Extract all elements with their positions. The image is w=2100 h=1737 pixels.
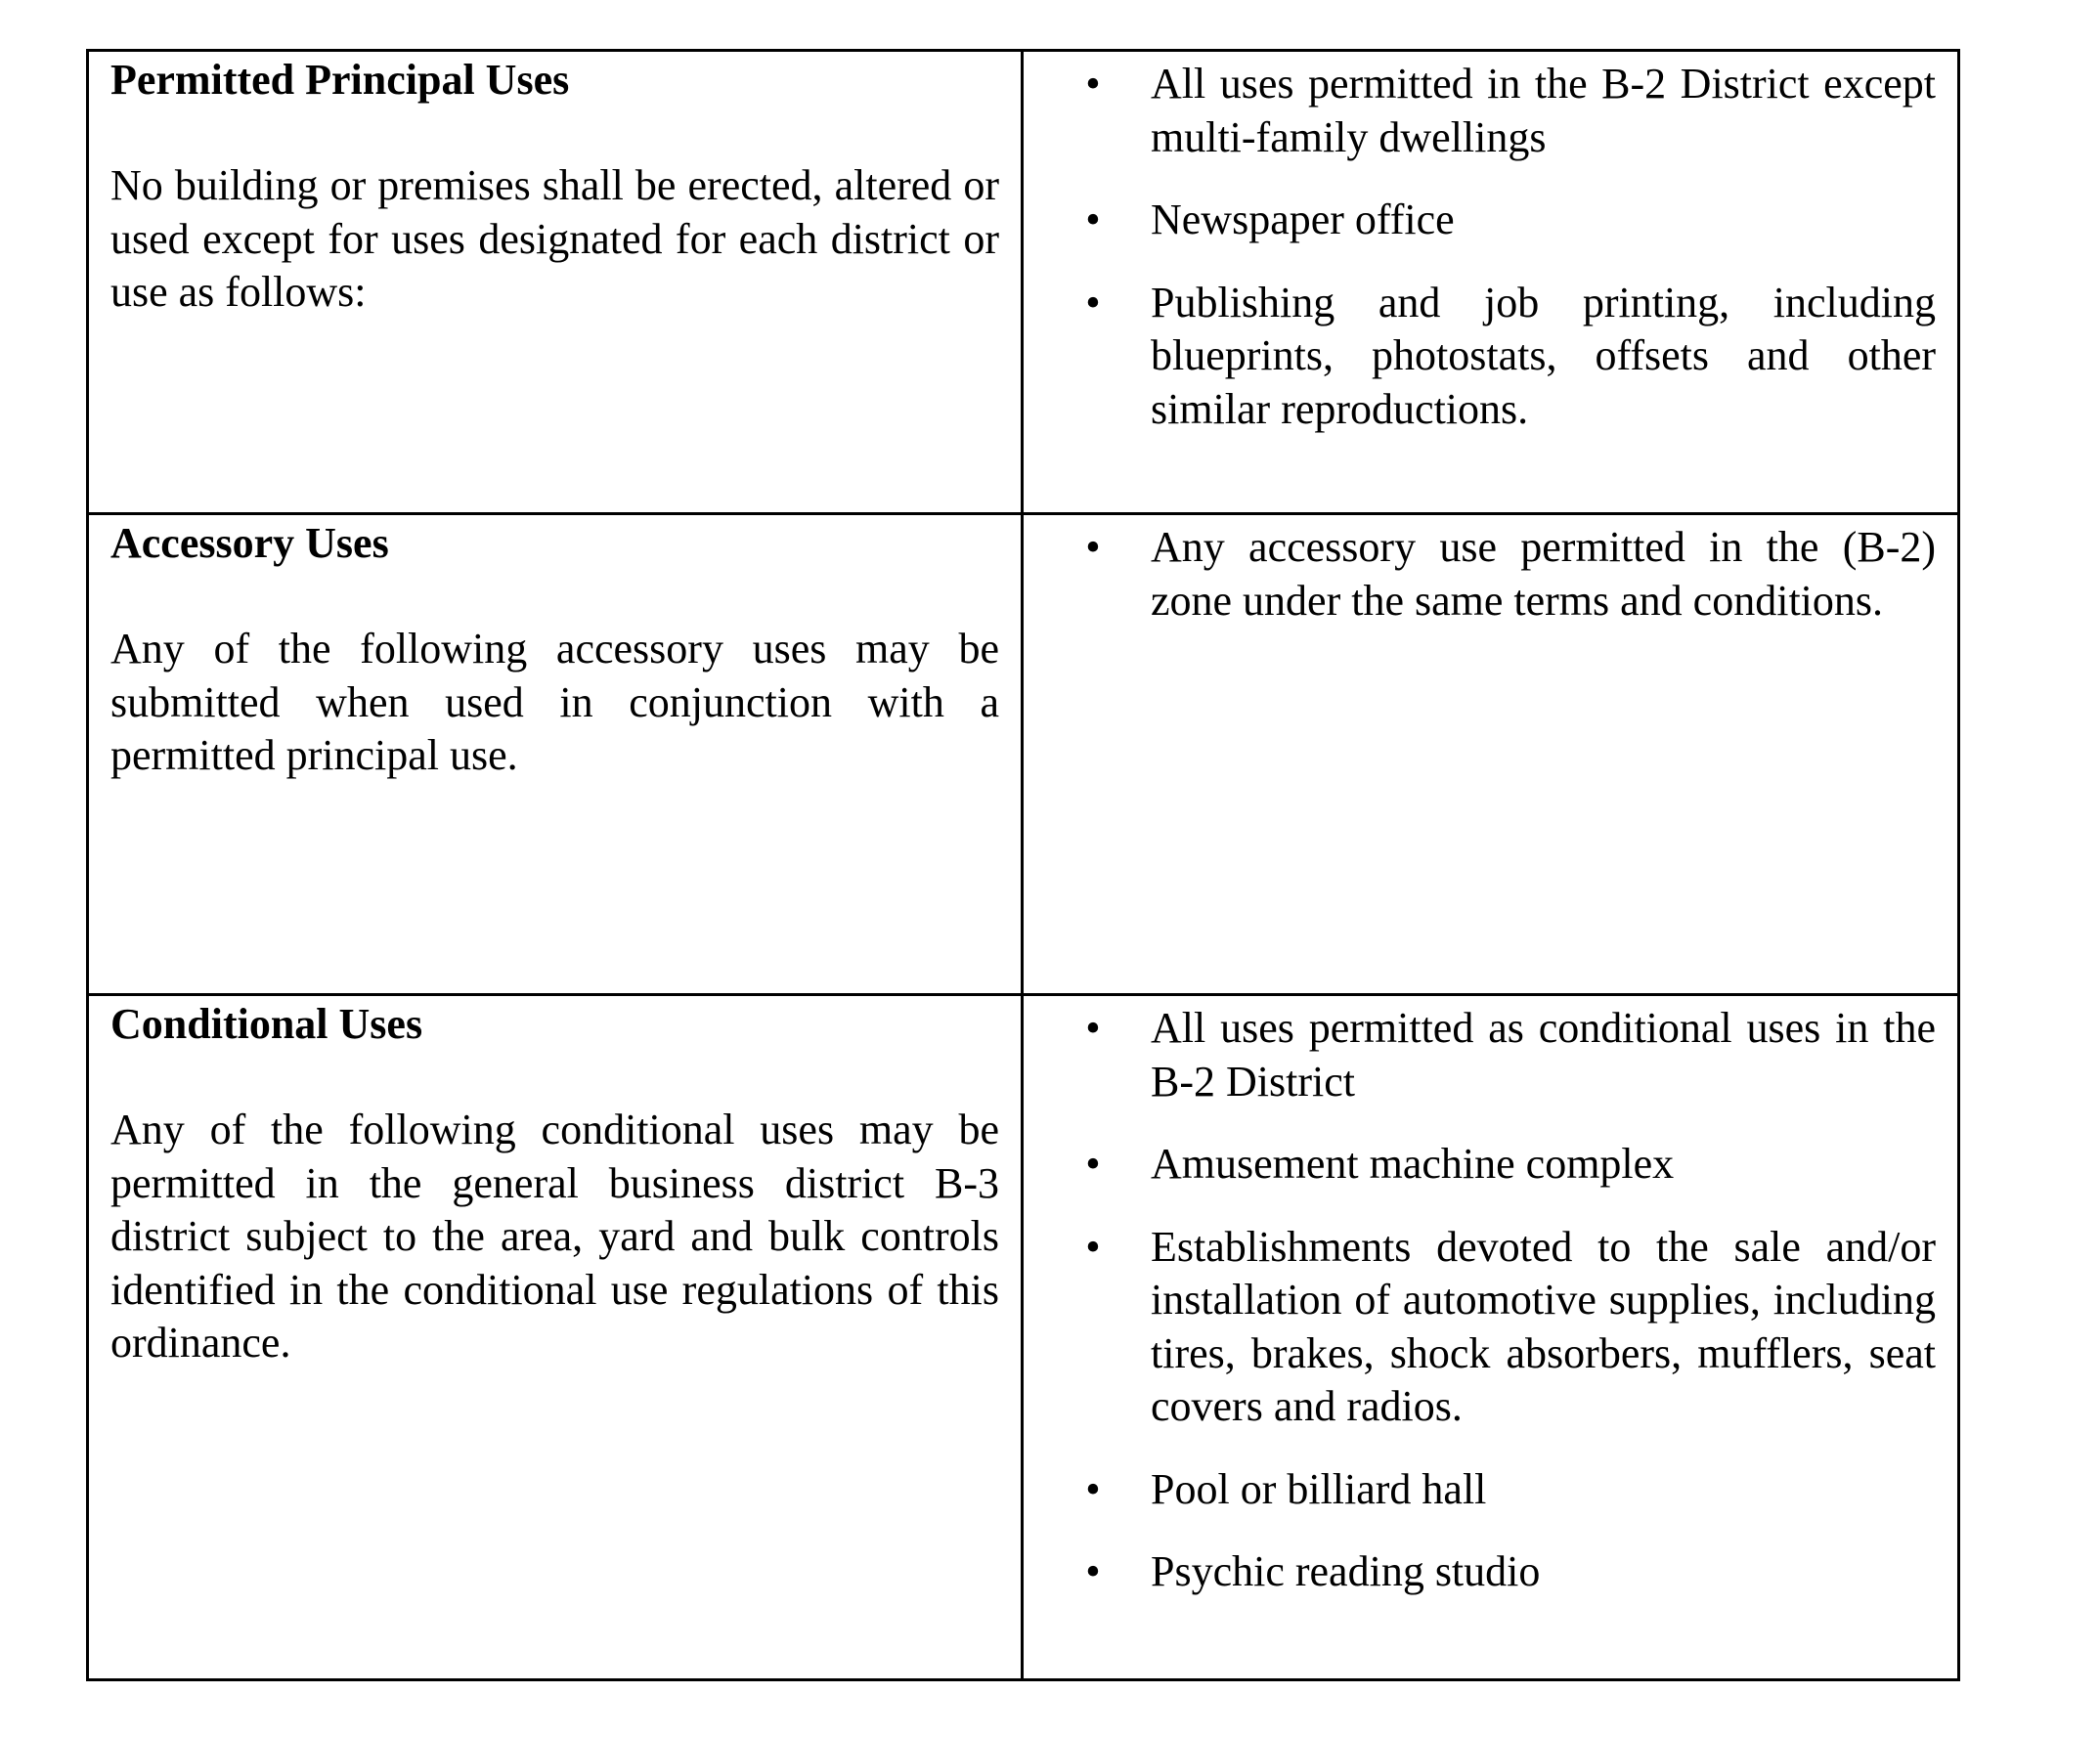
table-row-conditional-uses	[88, 995, 1959, 1680]
list-item	[1024, 1002, 1936, 1108]
section-description: No building or premises shall be erected, altered or used except for uses designated for each district or use as follows:	[110, 161, 999, 316]
right-cell	[1023, 995, 1959, 1680]
bullet-icon: •	[1085, 1464, 1101, 1513]
bullet-icon: •	[1085, 60, 1101, 108]
list-item	[1024, 1545, 1936, 1599]
bullet-icon: •	[1085, 1004, 1101, 1052]
bullet-icon: •	[1085, 1140, 1101, 1188]
list-item	[1024, 194, 1936, 247]
list-item	[1024, 58, 1936, 164]
section-heading: Accessory Uses	[110, 519, 389, 567]
right-cell	[1023, 51, 1959, 514]
bullet-icon: •	[1085, 1222, 1101, 1271]
table-row-permitted-principal-uses	[88, 51, 1959, 514]
list-item-text: Amusement machine complex	[1151, 1140, 1675, 1188]
bullet-list	[1024, 521, 1936, 628]
list-item-text: All uses permitted in the B-2 District except multi-family dwellings	[1151, 60, 1936, 161]
list-item-text: Publishing and job printing, including blueprints, photostats, offsets and other similar reproductions.	[1151, 278, 1936, 433]
list-item-text: Pool or billiard hall	[1151, 1464, 1487, 1513]
bullet-icon: •	[1085, 1547, 1101, 1595]
list-item	[1024, 1463, 1936, 1517]
table-row-accessory-uses	[88, 514, 1959, 995]
left-cell	[88, 514, 1023, 995]
bullet-icon: •	[1085, 195, 1101, 243]
section-heading: Permitted Principal Uses	[110, 56, 570, 104]
uses-table	[86, 49, 1960, 1681]
list-item	[1024, 521, 1936, 628]
list-item-text: Newspaper office	[1151, 195, 1455, 243]
left-cell	[88, 51, 1023, 514]
bullet-list	[1024, 1002, 1936, 1599]
section-description: Any of the following conditional uses may be permitted in the general business district B-3 district subject to the area, yard and bulk controls identified in the conditional use regulations of this ordinance.	[110, 1106, 999, 1367]
right-cell	[1023, 514, 1959, 995]
bullet-icon: •	[1085, 523, 1101, 571]
bullet-list	[1024, 58, 1936, 436]
list-item	[1024, 1138, 1936, 1192]
list-item-text: Any accessory use permitted in the (B-2) zone under the same terms and conditions.	[1151, 523, 1936, 625]
section-description: Any of the following accessory uses may be submitted when used in conjunction with a permitted principal use.	[110, 625, 999, 779]
list-item-text: All uses permitted as conditional uses in the B-2 District	[1151, 1004, 1936, 1106]
left-cell	[88, 995, 1023, 1680]
list-item	[1024, 277, 1936, 437]
list-item	[1024, 1221, 1936, 1434]
bullet-icon: •	[1085, 278, 1101, 326]
list-item-text: Establishments devoted to the sale and/or installation of automotive supplies, including tires, brakes, shock absorbers, mufflers, seat covers and radios.	[1151, 1222, 1936, 1430]
list-item-text: Psychic reading studio	[1151, 1547, 1541, 1595]
section-heading: Conditional Uses	[110, 1000, 423, 1048]
